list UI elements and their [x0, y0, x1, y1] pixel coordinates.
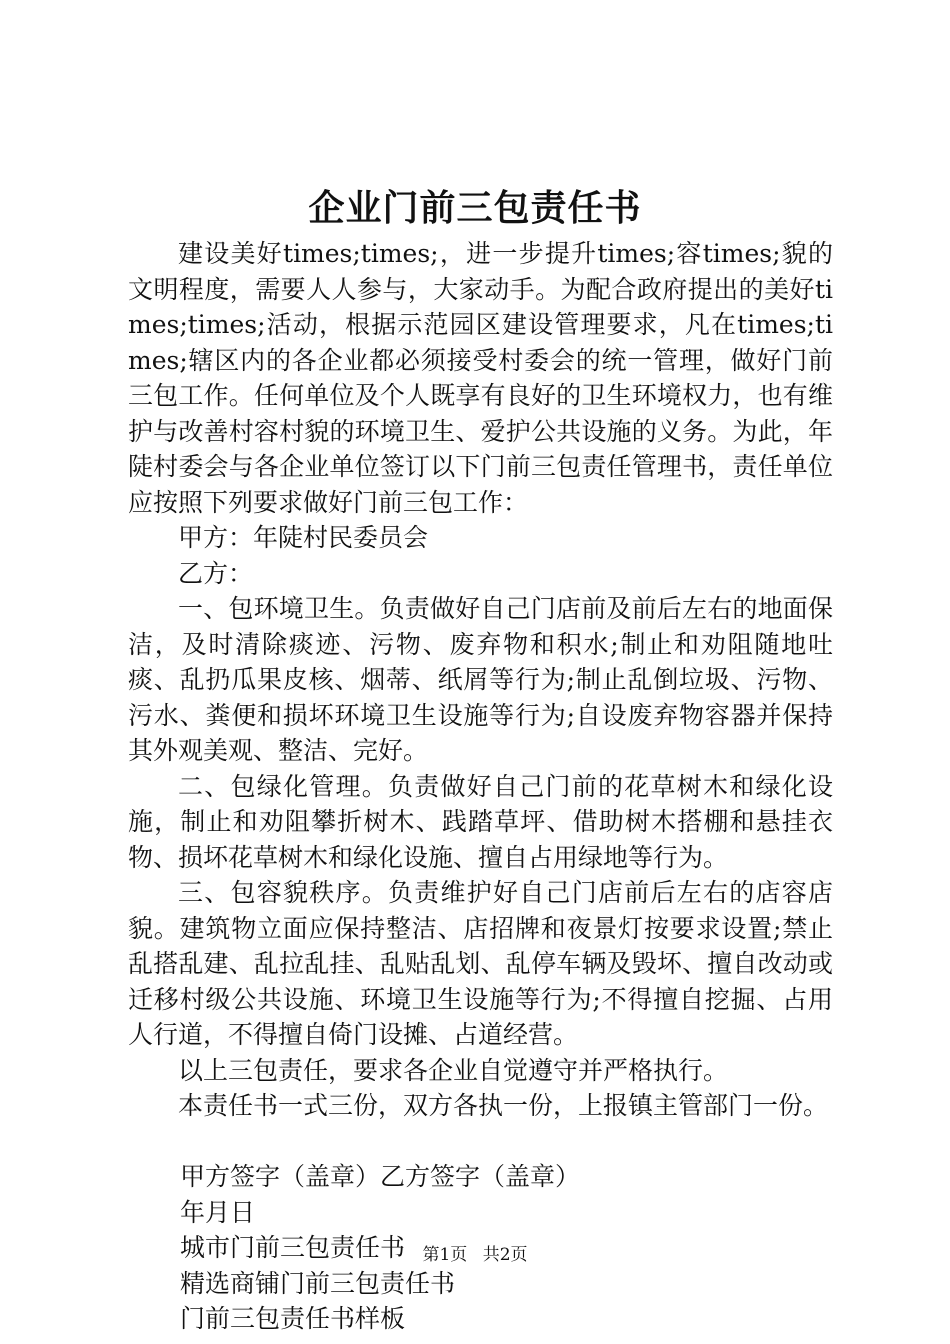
signature-line: 甲方签字（盖章）乙方签字（盖章） [180, 1162, 581, 1191]
page-footer [0, 1243, 950, 1267]
page-number: 第1页 [422, 1245, 468, 1265]
party-b-line: 乙方： [178, 558, 254, 588]
document-body [128, 236, 833, 1337]
party-a-line: 甲方：年陡村民委员会 [178, 523, 429, 552]
related-item: 门前三包责任书样板 [180, 1304, 406, 1333]
intro-paragraph: 建设美好times;times;，进一步提升times;容times;貌的文明程度，需要人人参与，大家动手。为配合政府提出的美好times;times;活动，根据示范园区建设管理要求，凡在times;times;辖区内的各企业都必须接受村委会的统一管理，做好门前三包工作。任何单位及个人既享有良好的卫生环境权力，也有维护与改善村容村貌的环境卫生、爱护公共设施的义务。为此，年陡村委会与各企业单位签订以下门前三包责任管理书，责任单位应按照下列要求做好门前三包工作： [128, 239, 833, 517]
clause-appearance: 三、包容貌秩序。负责维护好自己门店前后左右的店容店貌。建筑物立面应保持整洁、店招牌和夜景灯按要求设置;禁止乱搭乱建、乱拉乱挂、乱贴乱划、乱停车辆及毁坏、擅自改动或迁移村级公共设施、环境卫生设施等行为;不得擅自挖掘、占用人行道，不得擅自倚门设摊、占道经营。 [128, 878, 833, 1049]
related-item: 城市门前三包责任书 [180, 1233, 406, 1262]
spacer [128, 1124, 833, 1160]
related-item: 精选商铺门前三包责任书 [180, 1268, 456, 1298]
copies-paragraph: 本责任书一式三份，双方各执一份，上报镇主管部门一份。 [178, 1091, 829, 1120]
clause-environment: 一、包环境卫生。负责做好自己门店前及前后左右的地面保洁，及时清除痰迹、污物、废弃物和积水;制止和劝阻随地吐痰、乱扔瓜果皮核、烟蒂、纸屑等行为;制止乱倒垃圾、污物、污水、粪便和损坏环境卫生设施等行为;自设废弃物容器并保持其外观美观、整洁、完好。 [128, 594, 833, 765]
clause-greening: 二、包绿化管理。负责做好自己门前的花草树木和绿化设施，制止和劝阻攀折树木、践踏草坪、借助树木搭棚和悬挂衣物、损坏花草树木和绿化设施、擅自占用绿地等行为。 [128, 771, 833, 872]
date-line: 年月日 [180, 1197, 256, 1227]
closing-paragraph: 以上三包责任，要求各企业自觉遵守并严格执行。 [178, 1055, 729, 1085]
document-title: 企业门前三包责任书 [308, 187, 642, 229]
page-total: 共2页 [482, 1245, 528, 1265]
